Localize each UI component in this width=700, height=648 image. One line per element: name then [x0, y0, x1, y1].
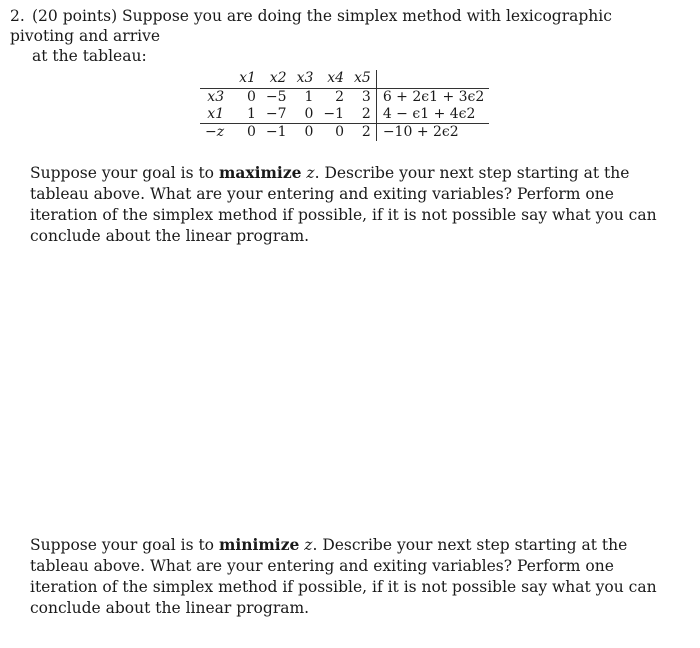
cell: 0: [304, 106, 314, 122]
row-label: x3: [200, 89, 234, 107]
cell: −1: [323, 106, 345, 122]
minimize-post: . Describe your next step starting at the tableau above. What are your entering and exiting variables? Perform one iteration of the simplex method if possible, if it is not possible say what you can conclude about the linear program.: [30, 536, 657, 617]
cell: 2: [349, 124, 376, 142]
maximize-paragraph: [30, 162, 670, 247]
rhs-cell: −10 + 2ϵ2: [376, 124, 489, 142]
row-label: x1: [207, 106, 225, 122]
header-x2: x2: [269, 70, 287, 86]
minimize-var: z: [304, 536, 313, 554]
cell: −5: [261, 89, 292, 107]
simplex-tableau: [200, 70, 489, 141]
cell: 1: [292, 89, 319, 107]
cell: 2: [318, 89, 349, 107]
maximize-keyword: maximize: [218, 163, 302, 182]
minimize-pre: Suppose your goal is to: [30, 536, 219, 554]
minimize-paragraph: [30, 534, 670, 619]
cell: 1: [247, 106, 256, 122]
rhs-cell: 4 − ϵ1 + 4ϵ2: [376, 106, 489, 124]
cell: 0: [292, 124, 319, 142]
question-intro-line2: at the tableau:: [32, 47, 147, 65]
tableau-corner: [200, 70, 234, 89]
minimize-keyword: minimize: [218, 535, 300, 554]
header-rhs: [376, 70, 489, 89]
tableau-row: [200, 89, 489, 107]
tableau-row: [200, 106, 489, 124]
question-intro-line1: (20 points) Suppose you are doing the simplex method with lexicographic pivoting and arrive: [10, 7, 612, 45]
header-x1: x1: [239, 70, 256, 86]
maximize-var: z: [306, 164, 315, 182]
cell: 0: [234, 89, 261, 107]
question-header: [10, 6, 680, 66]
cell: −1: [261, 124, 292, 142]
tableau-row: [200, 124, 489, 142]
row-label: −z: [200, 124, 234, 142]
maximize-post: . Describe your next step starting at the tableau above. What are your entering and exiting variables? Perform one iteration of the simplex method if possible, if it is not possible say what you can conclude about the linear program.: [30, 164, 657, 245]
header-x4: x4: [327, 70, 345, 86]
header-x5: x5: [354, 70, 371, 86]
cell: 3: [349, 89, 376, 107]
question-number: 2.: [10, 7, 25, 25]
maximize-pre: Suppose your goal is to: [30, 164, 219, 182]
header-x3: x3: [296, 70, 314, 86]
cell: −7: [265, 106, 287, 122]
rhs-cell: 6 + 2ϵ1 + 3ϵ2: [376, 89, 489, 107]
cell: 0: [234, 124, 261, 142]
cell: 2: [361, 106, 371, 122]
tableau-header-row: [200, 70, 489, 89]
cell: 0: [318, 124, 349, 142]
